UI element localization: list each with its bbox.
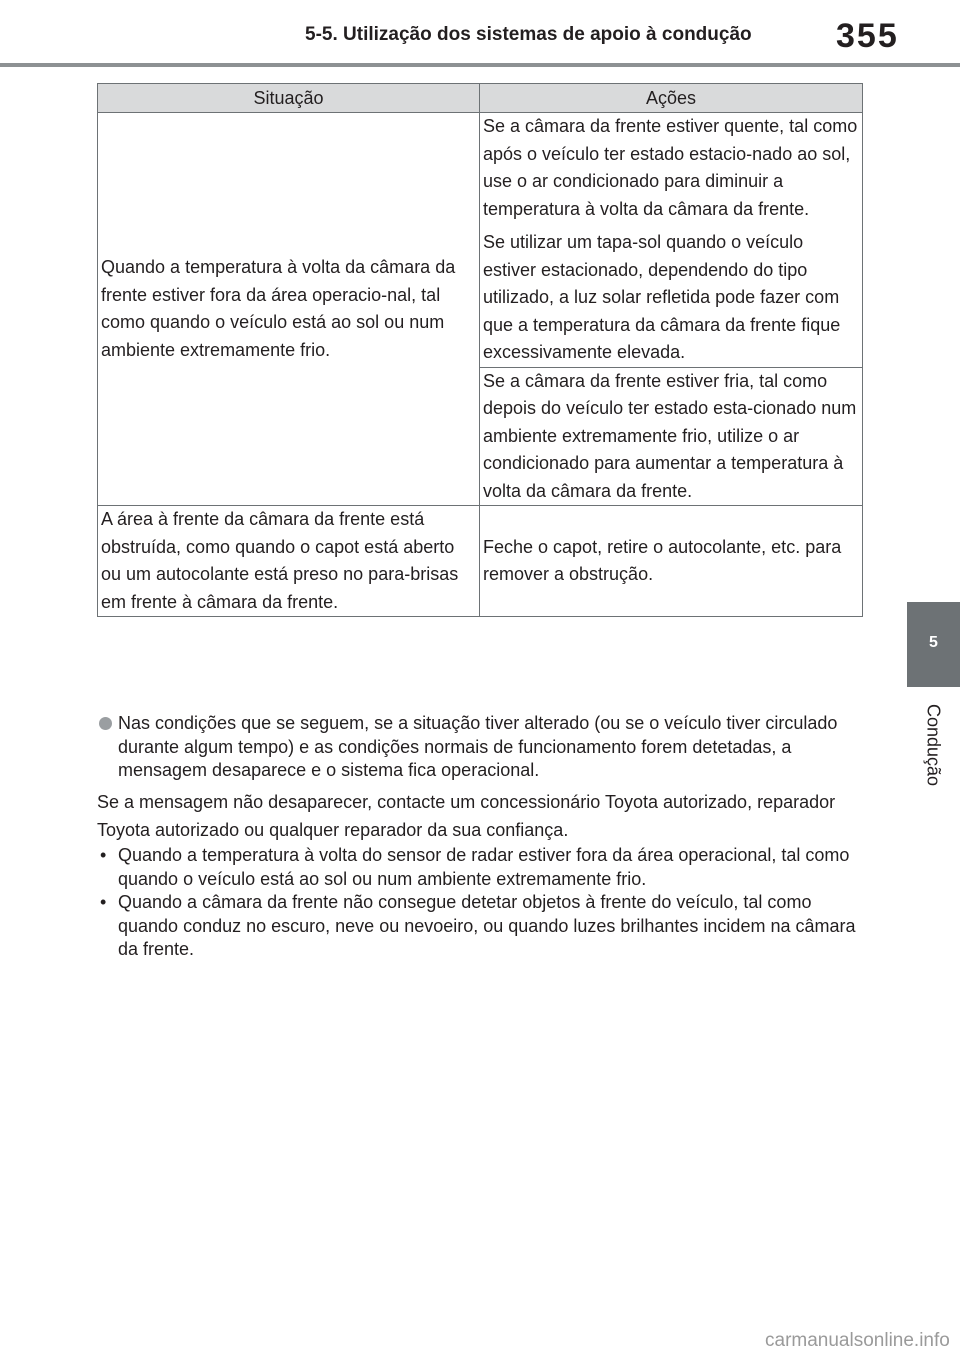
list-marker: • (100, 892, 107, 912)
header-divider (0, 63, 960, 67)
note-bullet (97, 712, 862, 783)
watermark: carmanualsonline.info (765, 1330, 950, 1351)
actions-cell (480, 113, 863, 368)
body-paragraph: Se a mensagem não desaparecer, contacte um concessionário Toyota autorizado, reparador Toyota autorizado ou qualquer reparador da sua confiança. (97, 792, 836, 840)
list-marker: • (100, 845, 107, 865)
list-item-text: Quando a câmara da frente não consegue detetar objetos à frente do veículo, tal como quando conduz no escuro, neve ou nevoeiro, ou quando luzes brilhantes incidem na câmara da frente. (118, 892, 856, 959)
table-header-row (98, 84, 863, 113)
page-number: 355 (836, 17, 899, 55)
situation-actions-table (97, 83, 863, 617)
list-item (97, 891, 867, 962)
situation-cell: Quando a temperatura à volta da câmara da frente estiver fora da área operacio-nal, tal como quando o veículo está ao sol ou num ambiente extremamente frio. (98, 113, 480, 506)
table-row (98, 506, 863, 617)
situation-cell: A área à frente da câmara da frente está obstruída, como quando o capot está aberto ou um autocolante está preso no para-brisas em frente à câmara da frente. (98, 506, 480, 617)
chapter-tab-number: 5 (929, 634, 938, 651)
action-text: Se a câmara da frente estiver quente, tal como após o veículo ter estado estacio-nado ao sol, use o ar condicionado para diminuir a temperatura à volta da câmara da frente. (483, 116, 858, 219)
bullet-dot-icon (99, 717, 112, 730)
column-header-situation: Situação (98, 84, 480, 113)
chapter-tab[interactable] (907, 602, 960, 687)
column-header-actions: Ações (480, 84, 863, 113)
note-text: Nas condições que se seguem, se a situação tiver alterado (ou se o veículo tiver circulado durante algum tempo) e as condições normais de funcionamento forem detetadas, a mensagem desaparece e o sistema fica operacional. (118, 713, 838, 780)
chapter-tab-label: Condução (923, 703, 944, 787)
condition-list (97, 844, 867, 962)
table-row (98, 113, 863, 368)
list-item-text: Quando a temperatura à volta do sensor de radar estiver fora da área operacional, tal como quando o veículo está ao sol ou num ambiente extremamente frio. (118, 845, 850, 889)
section-title: 5-5. Utilização dos sistemas de apoio à condução (305, 24, 752, 45)
actions-cell: Feche o capot, retire o autocolante, etc. para remover a obstrução. (480, 506, 863, 617)
actions-cell: Se a câmara da frente estiver fria, tal como depois do veículo ter estado esta-cionado num ambiente extremamente frio, utilize o ar condicionado para aumentar a temperatura à volta da câmara da frente. (480, 367, 863, 506)
list-item (97, 844, 867, 891)
action-text: Se utilizar um tapa-sol quando o veículo estiver estacionado, dependendo do tipo utilizado, a luz solar refletida pode fazer com que a temperatura da câmara da frente fique excessivamente elevada. (483, 232, 841, 362)
